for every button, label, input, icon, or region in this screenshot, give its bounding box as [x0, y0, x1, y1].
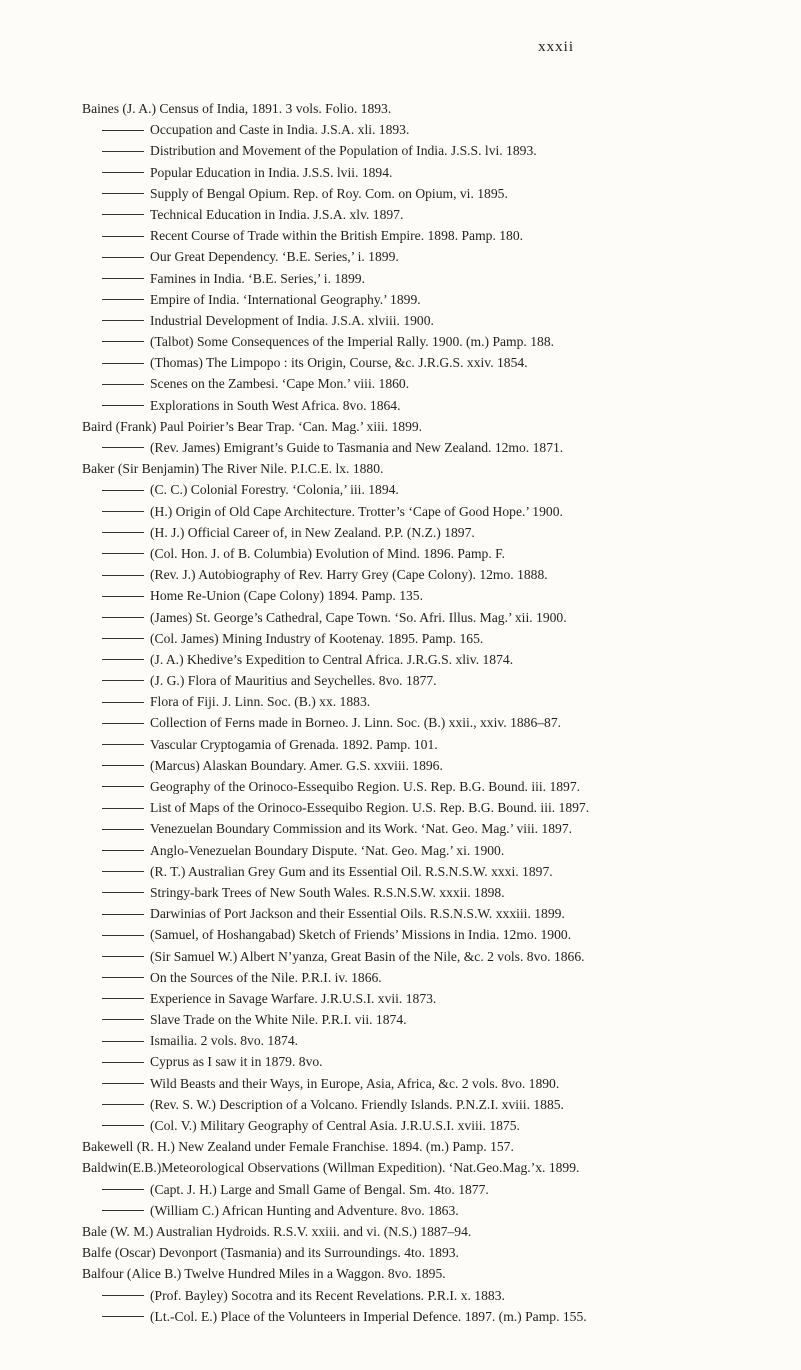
bibliography-subentry	[82, 1285, 782, 1306]
bibliography-subentry	[82, 903, 782, 924]
entry-text: Industrial Development of India. J.S.A. xlviii. 1900.	[150, 312, 434, 328]
bibliography-subentry	[82, 1306, 782, 1327]
entry-text: Bakewell (R. H.) New Zealand under Female Franchise. 1894. (m.) Pamp. 157.	[82, 1139, 514, 1155]
ditto-dash	[102, 214, 144, 215]
entry-text: Popular Education in India. J.S.S. lvii. 1894.	[150, 164, 393, 180]
entry-text: Famines in India. ‘B.E. Series,’ i. 1899.	[150, 270, 365, 286]
bibliography-subentry	[82, 840, 782, 861]
entry-text: (Col. James) Mining Industry of Kootenay. 1895. Pamp. 165.	[150, 630, 484, 646]
ditto-dash	[102, 130, 144, 131]
ditto-dash	[102, 363, 144, 364]
ditto-dash	[102, 829, 144, 830]
page-number-text: xxxii	[538, 39, 574, 55]
ditto-dash	[102, 1062, 144, 1063]
entry-text: Explorations in South West Africa. 8vo. 1864.	[150, 397, 401, 413]
entry-text: (Capt. J. H.) Large and Small Game of Bengal. Sm. 4to. 1877.	[150, 1181, 489, 1197]
ditto-dash	[102, 1189, 144, 1190]
bibliography-subentry	[82, 1051, 782, 1072]
bibliography-subentry	[82, 395, 782, 416]
bibliography-subentry	[82, 140, 782, 161]
bibliography-subentry	[82, 289, 782, 310]
bibliography-subentry	[82, 501, 782, 522]
bibliography-subentry	[82, 628, 782, 649]
entry-text: Wild Beasts and their Ways, in Europe, Asia, Africa, &c. 2 vols. 8vo. 1890.	[150, 1075, 560, 1091]
entry-text: Baker (Sir Benjamin) The River Nile. P.I.C.E. lx. 1880.	[82, 461, 384, 477]
ditto-dash	[102, 702, 144, 703]
bibliography-subentry	[82, 607, 782, 628]
ditto-dash	[102, 236, 144, 237]
entry-text: List of Maps of the Orinoco-Essequibo Region. U.S. Rep. B.G. Bound. iii. 1897.	[150, 800, 590, 816]
entry-text: (Lt.-Col. E.) Place of the Volunteers in Imperial Defence. 1897. (m.) Pamp. 155.	[150, 1308, 587, 1324]
entry-text: Venezuelan Boundary Commission and its Work. ‘Nat. Geo. Mag.’ viii. 1897.	[150, 821, 573, 837]
ditto-dash	[102, 1125, 144, 1126]
ditto-dash	[102, 977, 144, 978]
entry-text: Empire of India. ‘International Geography.’ 1899.	[150, 291, 421, 307]
entry-text: (Col. V.) Military Geography of Central Asia. J.R.U.S.I. xviii. 1875.	[150, 1118, 520, 1133]
entry-text: Collection of Ferns made in Borneo. J. Linn. Soc. (B.) xxii., xxiv. 1886–87.	[150, 715, 562, 731]
entry-text: Distribution and Movement of the Population of India. J.S.S. lvi. 1893.	[150, 143, 537, 159]
bibliography-subentry	[82, 818, 782, 839]
ditto-dash	[102, 1210, 144, 1211]
bibliography-subentry	[82, 988, 782, 1009]
ditto-dash	[102, 892, 144, 893]
bibliography-subentry	[82, 1179, 782, 1200]
ditto-dash	[102, 956, 144, 957]
page-number	[0, 38, 801, 56]
bibliography-subentry	[82, 776, 782, 797]
entry-text: Slave Trade on the White Nile. P.R.I. vii. 1874.	[150, 1012, 407, 1028]
bibliography-entry	[82, 98, 782, 119]
bibliography-subentry	[82, 543, 782, 564]
ditto-dash	[102, 998, 144, 999]
ditto-dash	[102, 1295, 144, 1296]
ditto-dash	[102, 1316, 144, 1317]
bibliography-subentry	[82, 967, 782, 988]
entry-text: Our Great Dependency. ‘B.E. Series,’ i. 1899.	[150, 249, 399, 265]
entry-text: Baines (J. A.) Census of India, 1891. 3 vols. Folio. 1893.	[82, 101, 392, 116]
bibliography-subentry	[82, 119, 782, 140]
bibliography-subentry	[82, 162, 782, 183]
ditto-dash	[102, 490, 144, 491]
bibliography-entry	[82, 1221, 782, 1242]
entry-text: Experience in Savage Warfare. J.R.U.S.I. xvii. 1873.	[150, 990, 437, 1006]
bibliography-subentry	[82, 268, 782, 289]
ditto-dash	[102, 257, 144, 258]
bibliography-subentry	[82, 564, 782, 585]
bibliography-entry	[82, 1263, 782, 1284]
bibliography-subentry	[82, 1200, 782, 1221]
bibliography-entry	[82, 416, 782, 437]
entry-text: (J. A.) Khedive’s Expedition to Central Africa. J.R.G.S. xliv. 1874.	[150, 651, 514, 667]
entry-text: (Prof. Bayley) Socotra and its Recent Revelations. P.R.I. x. 1883.	[150, 1287, 505, 1303]
bibliography-entry	[82, 1136, 782, 1157]
ditto-dash	[102, 638, 144, 639]
ditto-dash	[102, 1104, 144, 1105]
bibliography-subentry	[82, 1115, 782, 1136]
entry-text: Anglo-Venezuelan Boundary Dispute. ‘Nat. Geo. Mag.’ xi. 1900.	[150, 842, 505, 858]
entry-text: (Talbot) Some Consequences of the Imperial Rally. 1900. (m.) Pamp. 188.	[150, 334, 555, 350]
ditto-dash	[102, 596, 144, 597]
entry-text: (C. C.) Colonial Forestry. ‘Colonia,’ iii. 1894.	[150, 482, 399, 498]
ditto-dash	[102, 384, 144, 385]
bibliography-subentry	[82, 734, 782, 755]
bibliography-subentry	[82, 1073, 782, 1094]
ditto-dash	[102, 405, 144, 406]
bibliography-entry	[82, 1157, 782, 1178]
bibliography-subentry	[82, 373, 782, 394]
bibliography-entry	[82, 1242, 782, 1263]
bibliography-list	[82, 98, 782, 1327]
entry-text: Balfe (Oscar) Devonport (Tasmania) and its Surroundings. 4to. 1893.	[82, 1245, 459, 1261]
ditto-dash	[102, 914, 144, 915]
entry-text: (Rev. James) Emigrant’s Guide to Tasmania and New Zealand. 12mo. 1871.	[150, 440, 564, 455]
ditto-dash	[102, 617, 144, 618]
entry-text: On the Sources of the Nile. P.R.I. iv. 1866.	[150, 969, 382, 985]
entry-text: (H. J.) Official Career of, in New Zealand. P.P. (N.Z.) 1897.	[150, 524, 475, 540]
entry-text: Bale (W. M.) Australian Hydroids. R.S.V. xxiii. and vi. (N.S.) 1887–94.	[82, 1223, 472, 1239]
ditto-dash	[102, 1041, 144, 1042]
ditto-dash	[102, 871, 144, 872]
ditto-dash	[102, 935, 144, 936]
entry-text: (J. G.) Flora of Mauritius and Seychelles. 8vo. 1877.	[150, 673, 437, 689]
entry-text: Balfour (Alice B.) Twelve Hundred Miles in a Waggon. 8vo. 1895.	[82, 1266, 446, 1282]
entry-text: Darwinias of Port Jackson and their Essential Oils. R.S.N.S.W. xxxiii. 1899.	[150, 906, 565, 922]
entry-text: (H.) Origin of Old Cape Architecture. Trotter’s ‘Cape of Good Hope.’ 1900.	[150, 503, 563, 519]
ditto-dash	[102, 765, 144, 766]
entry-text: Occupation and Caste in India. J.S.A. xli. 1893.	[150, 122, 410, 138]
entry-text: (R. T.) Australian Grey Gum and its Essential Oil. R.S.N.S.W. xxxi. 1897.	[150, 863, 553, 879]
entry-text: Baldwin(E.B.)Meteorological Observations (Willman Expedition). ‘Nat.Geo.Mag.’x. 1899.	[82, 1160, 580, 1176]
bibliography-subentry	[82, 352, 782, 373]
ditto-dash	[102, 680, 144, 681]
bibliography-subentry	[82, 670, 782, 691]
entry-text: (Marcus) Alaskan Boundary. Amer. G.S. xxviii. 1896.	[150, 757, 443, 773]
entry-text: (Rev. J.) Autobiography of Rev. Harry Grey (Cape Colony). 12mo. 1888.	[150, 567, 548, 583]
entry-text: Ismailia. 2 vols. 8vo. 1874.	[150, 1033, 299, 1049]
ditto-dash	[102, 1019, 144, 1020]
entry-text: (Sir Samuel W.) Albert N’yanza, Great Basin of the Nile, &c. 2 vols. 8vo. 1866.	[150, 948, 585, 964]
entry-text: (Rev. S. W.) Description of a Volcano. Friendly Islands. P.N.Z.I. xviii. 1885.	[150, 1096, 564, 1112]
bibliography-subentry	[82, 204, 782, 225]
ditto-dash	[102, 299, 144, 300]
entry-text: Home Re-Union (Cape Colony) 1894. Pamp. 135.	[150, 588, 423, 604]
ditto-dash	[102, 723, 144, 724]
entry-text: Stringy-bark Trees of New South Wales. R.S.N.S.W. xxxii. 1898.	[150, 884, 505, 900]
entry-text: Geography of the Orinoco-Essequibo Region. U.S. Rep. B.G. Bound. iii. 1897.	[150, 779, 581, 794]
bibliography-subentry	[82, 331, 782, 352]
ditto-dash	[102, 744, 144, 745]
bibliography-subentry	[82, 437, 782, 458]
bibliography-subentry	[82, 946, 782, 967]
bibliography-subentry	[82, 585, 782, 606]
entry-text: (Samuel, of Hoshangabad) Sketch of Friends’ Missions in India. 12mo. 1900.	[150, 927, 572, 943]
entry-text: (James) St. George’s Cathedral, Cape Town. ‘So. Afri. Illus. Mag.’ xii. 1900.	[150, 609, 567, 625]
ditto-dash	[102, 553, 144, 554]
bibliography-subentry	[82, 183, 782, 204]
entry-text: Supply of Bengal Opium. Rep. of Roy. Com. on Opium, vi. 1895.	[150, 185, 508, 201]
ditto-dash	[102, 850, 144, 851]
ditto-dash	[102, 151, 144, 152]
ditto-dash	[102, 511, 144, 512]
entry-text: Scenes on the Zambesi. ‘Cape Mon.’ viii. 1860.	[150, 376, 410, 392]
bibliography-subentry	[82, 924, 782, 945]
bibliography-subentry	[82, 1009, 782, 1030]
bibliography-subentry	[82, 649, 782, 670]
ditto-dash	[102, 659, 144, 660]
bibliography-subentry	[82, 479, 782, 500]
entry-text: Technical Education in India. J.S.A. xlv. 1897.	[150, 206, 404, 222]
entry-text: Recent Course of Trade within the British Empire. 1898. Pamp. 180.	[150, 228, 524, 244]
bibliography-subentry	[82, 797, 782, 818]
bibliography-subentry	[82, 1030, 782, 1051]
entry-text: Cyprus as I saw it in 1879. 8vo.	[150, 1054, 323, 1070]
ditto-dash	[102, 341, 144, 342]
ditto-dash	[102, 320, 144, 321]
ditto-dash	[102, 172, 144, 173]
entry-text: Flora of Fiji. J. Linn. Soc. (B.) xx. 1883.	[150, 694, 371, 710]
bibliography-subentry	[82, 882, 782, 903]
entry-text: (William C.) African Hunting and Adventure. 8vo. 1863.	[150, 1202, 459, 1218]
bibliography-subentry	[82, 691, 782, 712]
ditto-dash	[102, 532, 144, 533]
bibliography-subentry	[82, 861, 782, 882]
ditto-dash	[102, 1083, 144, 1084]
ditto-dash	[102, 278, 144, 279]
ditto-dash	[102, 575, 144, 576]
entry-text: Baird (Frank) Paul Poirier’s Bear Trap. ‘Can. Mag.’ xiii. 1899.	[82, 418, 423, 434]
bibliography-subentry	[82, 522, 782, 543]
bibliography-subentry	[82, 225, 782, 246]
bibliography-subentry	[82, 310, 782, 331]
bibliography-subentry	[82, 1094, 782, 1115]
entry-text: (Col. Hon. J. of B. Columbia) Evolution of Mind. 1896. Pamp. F.	[150, 545, 505, 561]
ditto-dash	[102, 786, 144, 787]
bibliography-subentry	[82, 712, 782, 733]
bibliography-subentry	[82, 755, 782, 776]
entry-text: Vascular Cryptogamia of Grenada. 1892. Pamp. 101.	[150, 736, 438, 752]
bibliography-entry	[82, 458, 782, 479]
ditto-dash	[102, 447, 144, 448]
bibliography-subentry	[82, 246, 782, 267]
ditto-dash	[102, 193, 144, 194]
entry-text: (Thomas) The Limpopo : its Origin, Course, &c. J.R.G.S. xxiv. 1854.	[150, 355, 528, 371]
ditto-dash	[102, 808, 144, 809]
